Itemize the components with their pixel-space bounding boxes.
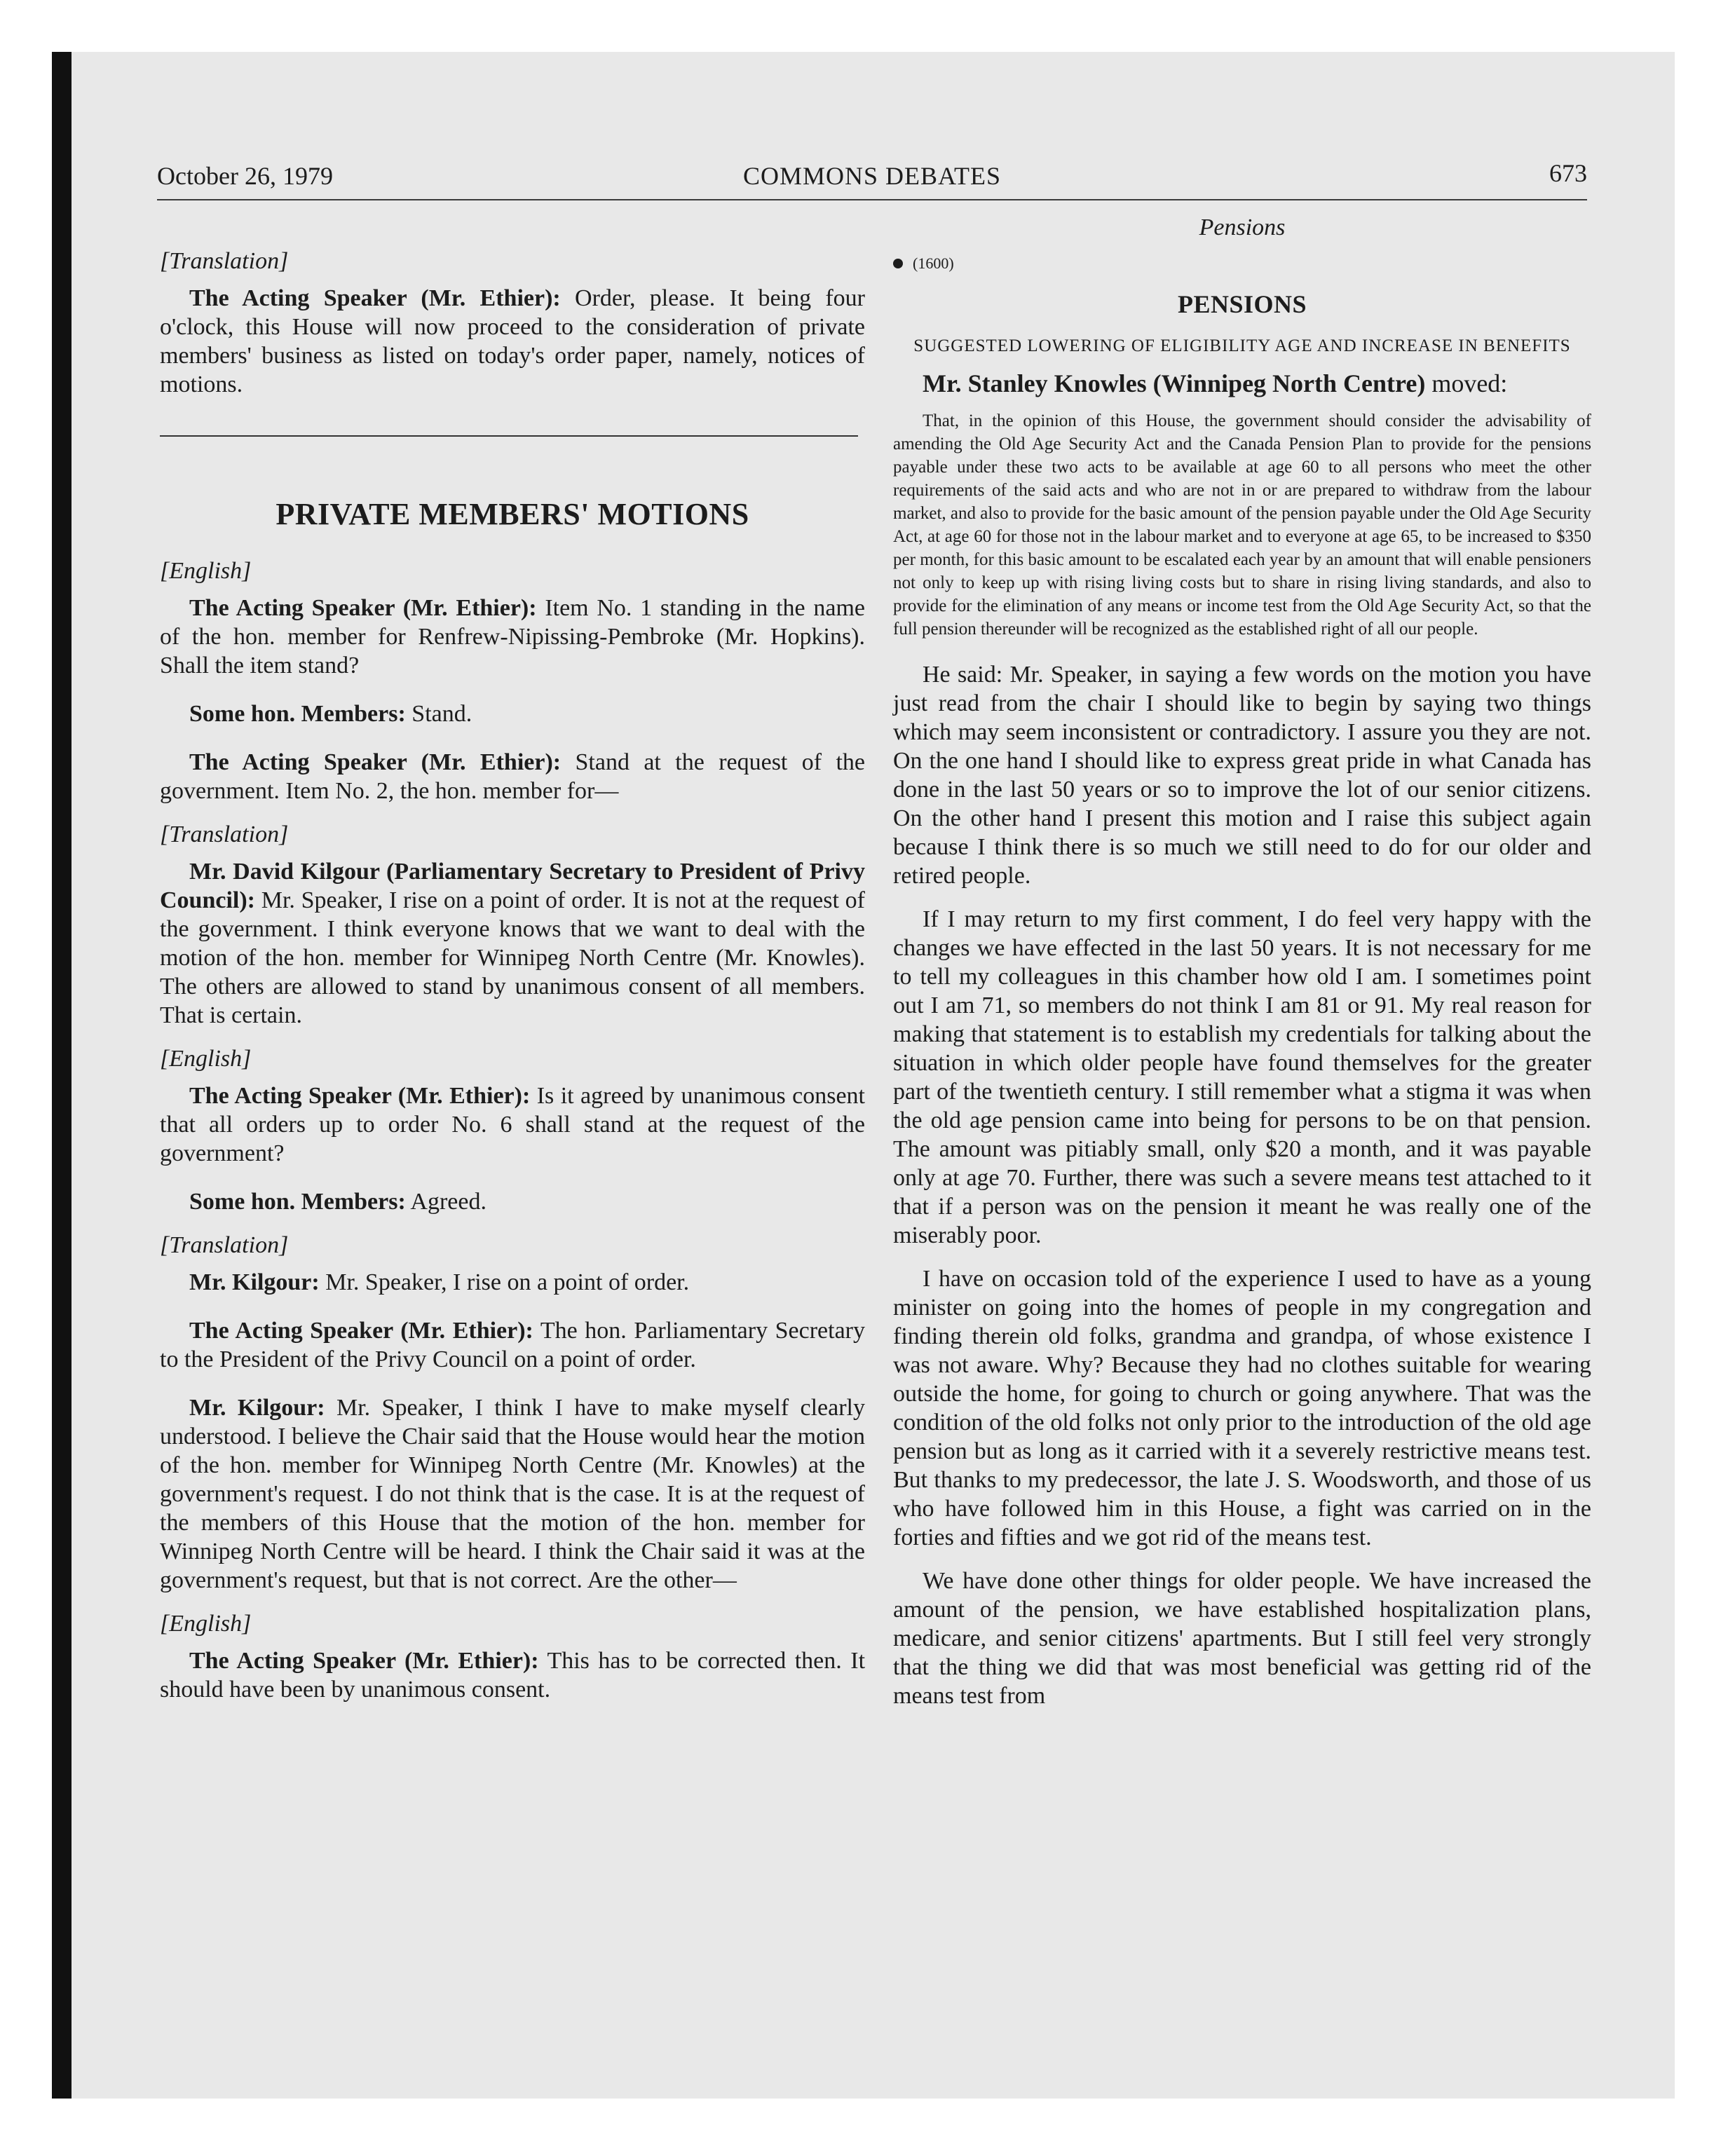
section-heading: PENSIONS	[1177, 290, 1307, 318]
speech-text: Stand.	[405, 701, 472, 727]
paragraph: We have done other things for older people. We have increased the amount of the pension, we have established hospitalization plans, medicare, and senior citizens' apartments. But I still feel very strongly that the thing we did that was most beneficial was getting rid of the means test from	[893, 1568, 1591, 1709]
speaker-name: Mr. Stanley Knowles (Winnipeg North Centre)	[923, 369, 1426, 397]
speech-text: This has to be corrected then. It should have been by unanimous consent.	[160, 1648, 866, 1703]
paragraph	[160, 284, 865, 399]
motion-mover	[893, 369, 1591, 398]
speaker-name: The Acting Speaker (Mr. Ethier):	[189, 595, 537, 621]
speaker-name: The Acting Speaker (Mr. Ethier):	[189, 285, 561, 311]
section-subheading: SUGGESTED LOWERING OF ELIGIBILITY AGE AND INCREASE IN BENEFITS	[913, 336, 1571, 355]
speech-text: Mr. Speaker, I rise on a point of order. It is not at the request of the government. I think everyone knows that we want to deal with the motion of the hon. member for Winnipeg North Centre (Mr. Knowles). The others are allowed to stand by unanimous consent of all members. That is certain.	[160, 887, 865, 1028]
paragraph	[160, 1646, 865, 1704]
speaker-name: Mr. David Kilgour (Parliamentary Secretary to President of Privy Council):	[160, 859, 865, 913]
section-divider	[160, 435, 858, 437]
speech-text: Order, please. It being four o'clock, this House will now proceed to the consideration of private members' business as listed on today's order paper, namely, notices of motions.	[160, 285, 866, 397]
speech-text: Mr. Speaker, I rise on a point of order.	[319, 1269, 690, 1295]
paragraph	[160, 1187, 865, 1216]
speech-text: Stand at the request of the government. Item No. 2, the hon. member for—	[160, 749, 866, 804]
timestamp-text: (1600)	[913, 254, 954, 272]
paragraph	[160, 594, 865, 680]
speaker-name: Some hon. Members:	[189, 1189, 406, 1215]
header-date: October 26, 1979	[157, 162, 333, 190]
page-number: 673	[1549, 159, 1587, 187]
speaker-name: The Acting Speaker (Mr. Ethier):	[189, 1083, 531, 1109]
section-heading: PRIVATE MEMBERS' MOTIONS	[275, 497, 749, 531]
motion-text: That, in the opinion of this House, the government should consider the advisability of amending the Old Age Security Act and the Canada Pension Plan to provide for the pensions payable under these two acts to be available at age 60 to all persons who meet the other requirements of the said acts and who are not in or are prepared to withdraw from the labour market, and also to provide for the basic amount of the pension payable under the Old Age Security Act, at age 60 for those not in the labour market and to everyone at age 65, to be increased to $350 per month, for this basic amount to be escalated each year by an amount that will enable pensioners not only to keep up with rising living costs but to share in rising living standards, and also to provide for the elimination of any means or income test from the Old Age Security Act, so that the full pension thereunder will be recognized as the established right of all our people.	[893, 411, 1591, 639]
speech-text: The hon. Parliamentary Secretary to the President of the Privy Council on a point of order.	[160, 1318, 866, 1372]
header-title: COMMONS DEBATES	[742, 162, 1002, 190]
language-tag: [Translation]	[160, 821, 289, 847]
speaker-name: The Acting Speaker (Mr. Ethier):	[189, 1318, 533, 1344]
speaker-name: The Acting Speaker (Mr. Ethier):	[189, 1648, 539, 1674]
bullet-icon	[893, 259, 903, 268]
language-tag: [English]	[160, 1046, 252, 1072]
paragraph: If I may return to my first comment, I do feel very happy with the changes we have effected in the last 50 years. It is not necessary for me to tell my colleagues in this chamber how old I am. I sometimes point out I am 71, so members do not think I am 81 or 91. My real reason for making that statement is to establish my credentials for talking about the situation in which older people have found themselves for the greater part of the twentieth century. I still remember what a stigma it was when the old age pension came into being for persons to be on that pension. The amount was pitiably small, only $20 a month, and it was payable only at age 70. Further, there was such a severe means test attached to it that if a person was on the pension it meant he was really one of the miserably poor.	[893, 906, 1591, 1248]
running-head: Pensions	[1199, 214, 1286, 240]
paragraph	[160, 857, 865, 1030]
paragraph	[160, 1082, 865, 1168]
speech-text: moved:	[1425, 369, 1508, 397]
timestamp	[893, 249, 1591, 278]
speaker-name: Mr. Kilgour:	[189, 1395, 325, 1421]
speaker-name: Mr. Kilgour:	[189, 1269, 320, 1295]
paragraph	[160, 1316, 865, 1374]
speaker-name: The Acting Speaker (Mr. Ethier):	[189, 749, 562, 775]
paragraph	[160, 1268, 865, 1297]
paragraph: I have on occasion told of the experience I used to have as a young minister on going into the homes of people in my congregation and finding therein old folks, grandma and grandpa, of whose existence I was not aware. Why? Because they had no clothes suitable for wearing outside the home, for going to church or going anywhere. That was the condition of the old folks not only prior to the introduction of the old age pension but as long as it carried with it a severely restrictive means test. But thanks to my predecessor, the late J. S. Woodsworth, and those of us who have followed him in this House, a fight was carried on in the forties and fifties and we got rid of the means test.	[893, 1266, 1591, 1550]
speech-text: Mr. Speaker, I think I have to make myself clearly understood. I believe the Chair said that the House would hear the motion of the hon. member for Winnipeg North Centre (Mr. Knowles) at the government's request. I do not think that is the case. It is at the request of the members of this House that the motion of the hon. member for Winnipeg North Centre will be heard. I think the Chair said it was at the government's request, but that is not correct. Are the other—	[160, 1395, 865, 1593]
paragraph: He said: Mr. Speaker, in saying a few words on the motion you have just read from the chair I should like to begin by saying two things which may seem inconsistent or contradictory. I assure you they are not. On the one hand I should like to express great pride in what Canada has done in the last 50 years or so to improve the lot of our senior citizens. On the other hand I present this motion and I raise this subject again because I think there is so much we still need to do for our older and retired people.	[893, 662, 1591, 889]
right-column	[893, 210, 1591, 1725]
language-tag: [English]	[160, 1611, 252, 1637]
binding-edge	[52, 52, 72, 2099]
speaker-name: Some hon. Members:	[189, 701, 406, 727]
paragraph	[160, 748, 865, 805]
language-tag: [Translation]	[160, 248, 289, 274]
left-column	[160, 210, 865, 1719]
speech-text: Item No. 1 standing in the name of the hon. member for Renfrew-Nipissing-Pembroke (Mr. Hopkins). Shall the item stand?	[160, 595, 866, 678]
page-header	[157, 161, 1587, 200]
speech-text: Is it agreed by unanimous consent that all orders up to order No. 6 shall stand at the request of the government?	[160, 1083, 865, 1166]
language-tag: [English]	[160, 558, 252, 584]
speech-text: Agreed.	[405, 1189, 487, 1215]
paragraph	[160, 700, 865, 728]
language-tag: [Translation]	[160, 1232, 289, 1258]
paragraph	[160, 1393, 865, 1595]
